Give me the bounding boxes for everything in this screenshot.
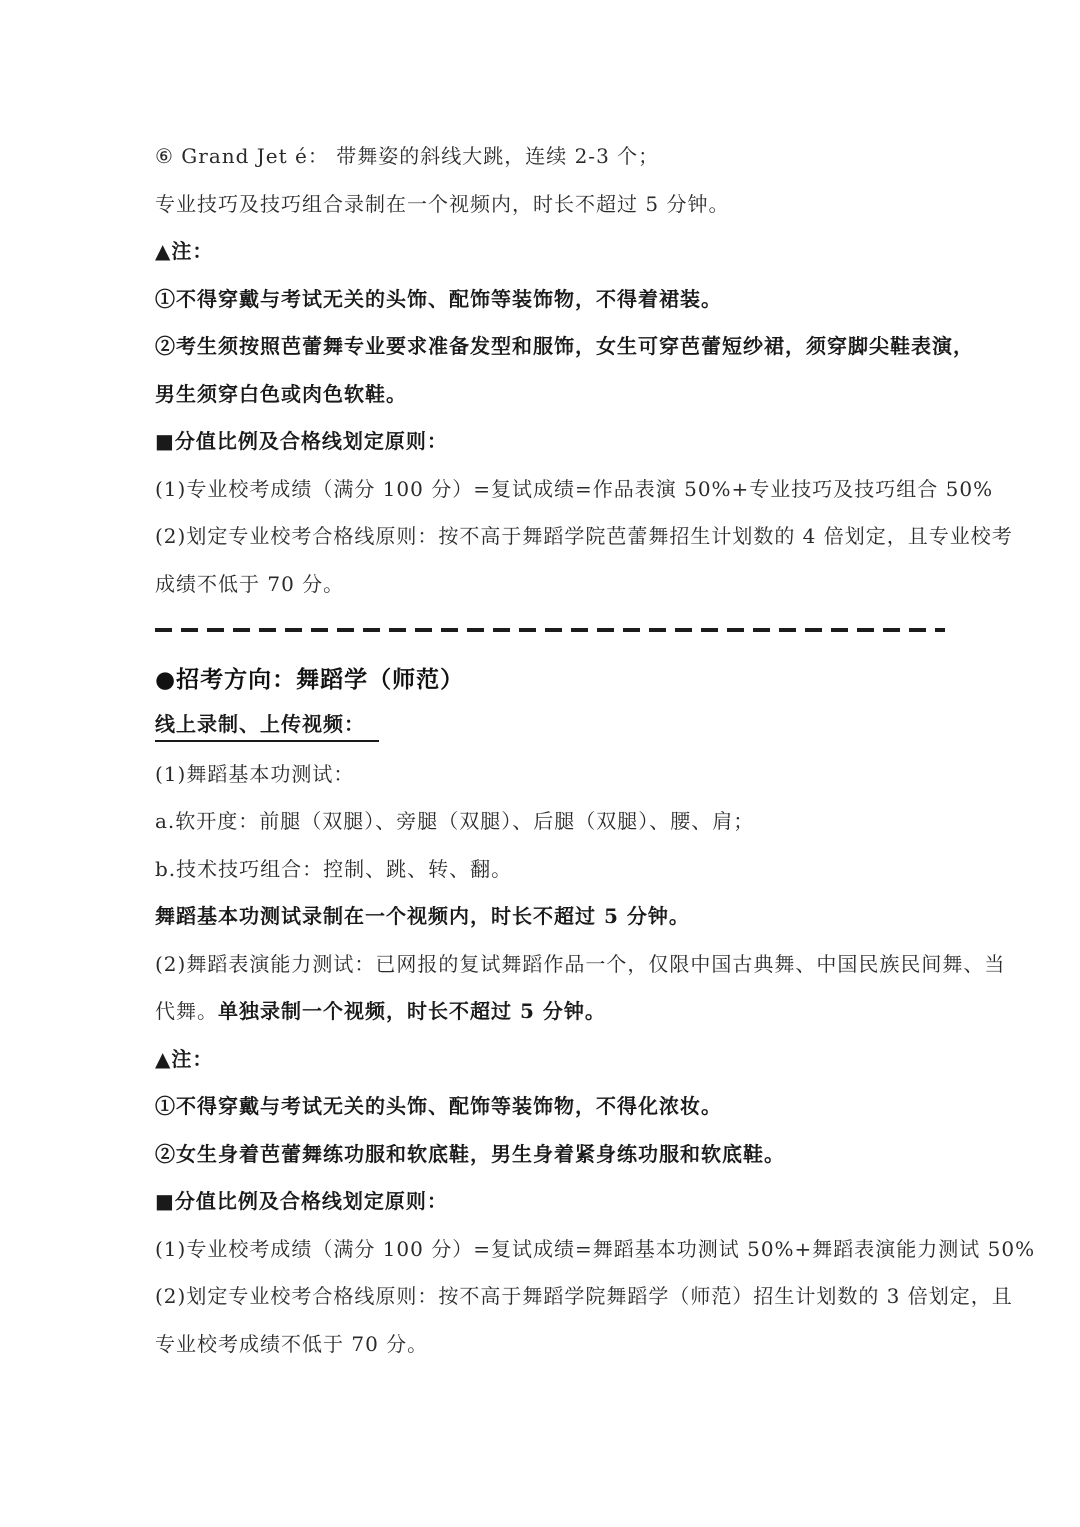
note-header-dance-education <box>155 1034 955 1082</box>
technique-combo-item <box>155 844 955 892</box>
grand-jete-item-segment: ⑥ Grand Jet é： 带舞姿的斜线大跳，连续 2-3 个； <box>155 144 660 169</box>
ballet-score-rule-2-line-2 <box>155 559 955 607</box>
note-header-ballet <box>155 226 955 274</box>
score-ratio-header-dance-education <box>155 1176 955 1224</box>
section-heading-dance-education-segment: ●招考方向：舞蹈学（师范） <box>155 665 465 693</box>
dance-education-score-rule-2-line-1 <box>155 1271 1013 1319</box>
score-ratio-header-dance-education-segment: ■分值比例及合格线划定原则： <box>155 1189 448 1214</box>
ballet-score-rule-2-line-1 <box>155 511 1013 559</box>
dance-education-note-2-segment: ②女生身着芭蕾舞练功服和软底鞋，男生身着紧身练功服和软底鞋。 <box>155 1141 785 1166</box>
skill-video-duration-note-segment: 专业技巧及技巧组合录制在一个视频内，时长不超过 5 分钟。 <box>155 191 730 216</box>
document-body <box>155 131 1036 1366</box>
performance-test-line-2 <box>155 986 955 1034</box>
ballet-note-1 <box>155 274 955 322</box>
performance-test-line-2-segment: 单独录制一个视频，时长不超过 5 分钟。 <box>218 999 606 1024</box>
ballet-score-rule-1 <box>155 464 994 512</box>
note-header-dance-education-segment: ▲注： <box>155 1046 214 1071</box>
performance-test-line-1 <box>155 939 1006 987</box>
ballet-score-rule-2-line-2-segment: 成绩不低于 70 分。 <box>155 571 345 596</box>
grand-jete-item <box>155 131 955 179</box>
dance-education-score-rule-2-line-1-segment: (2)划定专业校考合格线原则：按不高于舞蹈学院舞蹈学（师范）招生计划数的 3 倍划定，且 <box>155 1284 1013 1309</box>
flexibility-item <box>155 796 955 844</box>
online-recording-subheading-segment: 线上录制、上传视频： <box>155 708 379 742</box>
dashed-divider-rule <box>155 628 945 632</box>
dance-education-score-rule-1 <box>155 1224 1036 1272</box>
technique-combo-item-segment: b.技术技巧组合：控制、跳、转、翻。 <box>155 856 513 881</box>
ballet-score-rule-2-line-1-segment: (2)划定专业校考合格线原则：按不高于舞蹈学院芭蕾舞招生计划数的 4 倍划定，且专业校考 <box>155 524 1013 549</box>
flexibility-item-segment: a.软开度：前腿（双腿）、旁腿（双腿）、后腿（双腿）、腰、肩； <box>155 809 755 834</box>
section-divider <box>155 606 955 654</box>
basic-skill-test-label <box>155 749 955 797</box>
ballet-note-2-line-2-segment: 男生须穿白色或肉色软鞋。 <box>155 381 407 406</box>
ballet-score-rule-1-segment: (1)专业校考成绩（满分 100 分）=复试成绩=作品表演 50%+专业技巧及技巧组合 50% <box>155 476 994 501</box>
score-ratio-header-ballet <box>155 416 955 464</box>
basic-skill-video-duration-note-segment: 舞蹈基本功测试录制在一个视频内，时长不超过 5 分钟。 <box>155 904 690 929</box>
basic-skill-test-label-segment: (1)舞蹈基本功测试： <box>155 761 355 786</box>
dance-education-note-1-segment: ①不得穿戴与考试无关的头饰、配饰等装饰物，不得化浓妆。 <box>155 1094 722 1119</box>
ballet-note-2-line-1 <box>155 321 974 369</box>
dance-education-note-2 <box>155 1129 955 1177</box>
performance-test-line-2-segment: 代舞。 <box>155 999 218 1024</box>
skill-video-duration-note <box>155 179 955 227</box>
dance-education-score-rule-1-segment: (1)专业校考成绩（满分 100 分）=复试成绩=舞蹈基本功测试 50%+舞蹈表演能力测试 50% <box>155 1236 1036 1261</box>
dance-education-score-rule-2-line-2 <box>155 1319 955 1367</box>
ballet-note-2-line-1-segment: ②考生须按照芭蕾舞专业要求准备发型和服饰，女生可穿芭蕾短纱裙，须穿脚尖鞋表演， <box>155 334 974 359</box>
section-heading-dance-education <box>155 654 955 702</box>
dance-education-score-rule-2-line-2-segment: 专业校考成绩不低于 70 分。 <box>155 1331 429 1356</box>
basic-skill-video-duration-note <box>155 891 955 939</box>
performance-test-line-1-segment: (2)舞蹈表演能力测试：已网报的复试舞蹈作品一个，仅限中国古典舞、中国民族民间舞、当 <box>155 951 1006 976</box>
online-recording-subheading <box>155 701 955 749</box>
ballet-note-2-line-2 <box>155 369 955 417</box>
score-ratio-header-ballet-segment: ■分值比例及合格线划定原则： <box>155 429 448 454</box>
note-header-ballet-segment: ▲注： <box>155 239 214 264</box>
dance-education-note-1 <box>155 1081 955 1129</box>
ballet-note-1-segment: ①不得穿戴与考试无关的头饰、配饰等装饰物，不得着裙装。 <box>155 286 722 311</box>
